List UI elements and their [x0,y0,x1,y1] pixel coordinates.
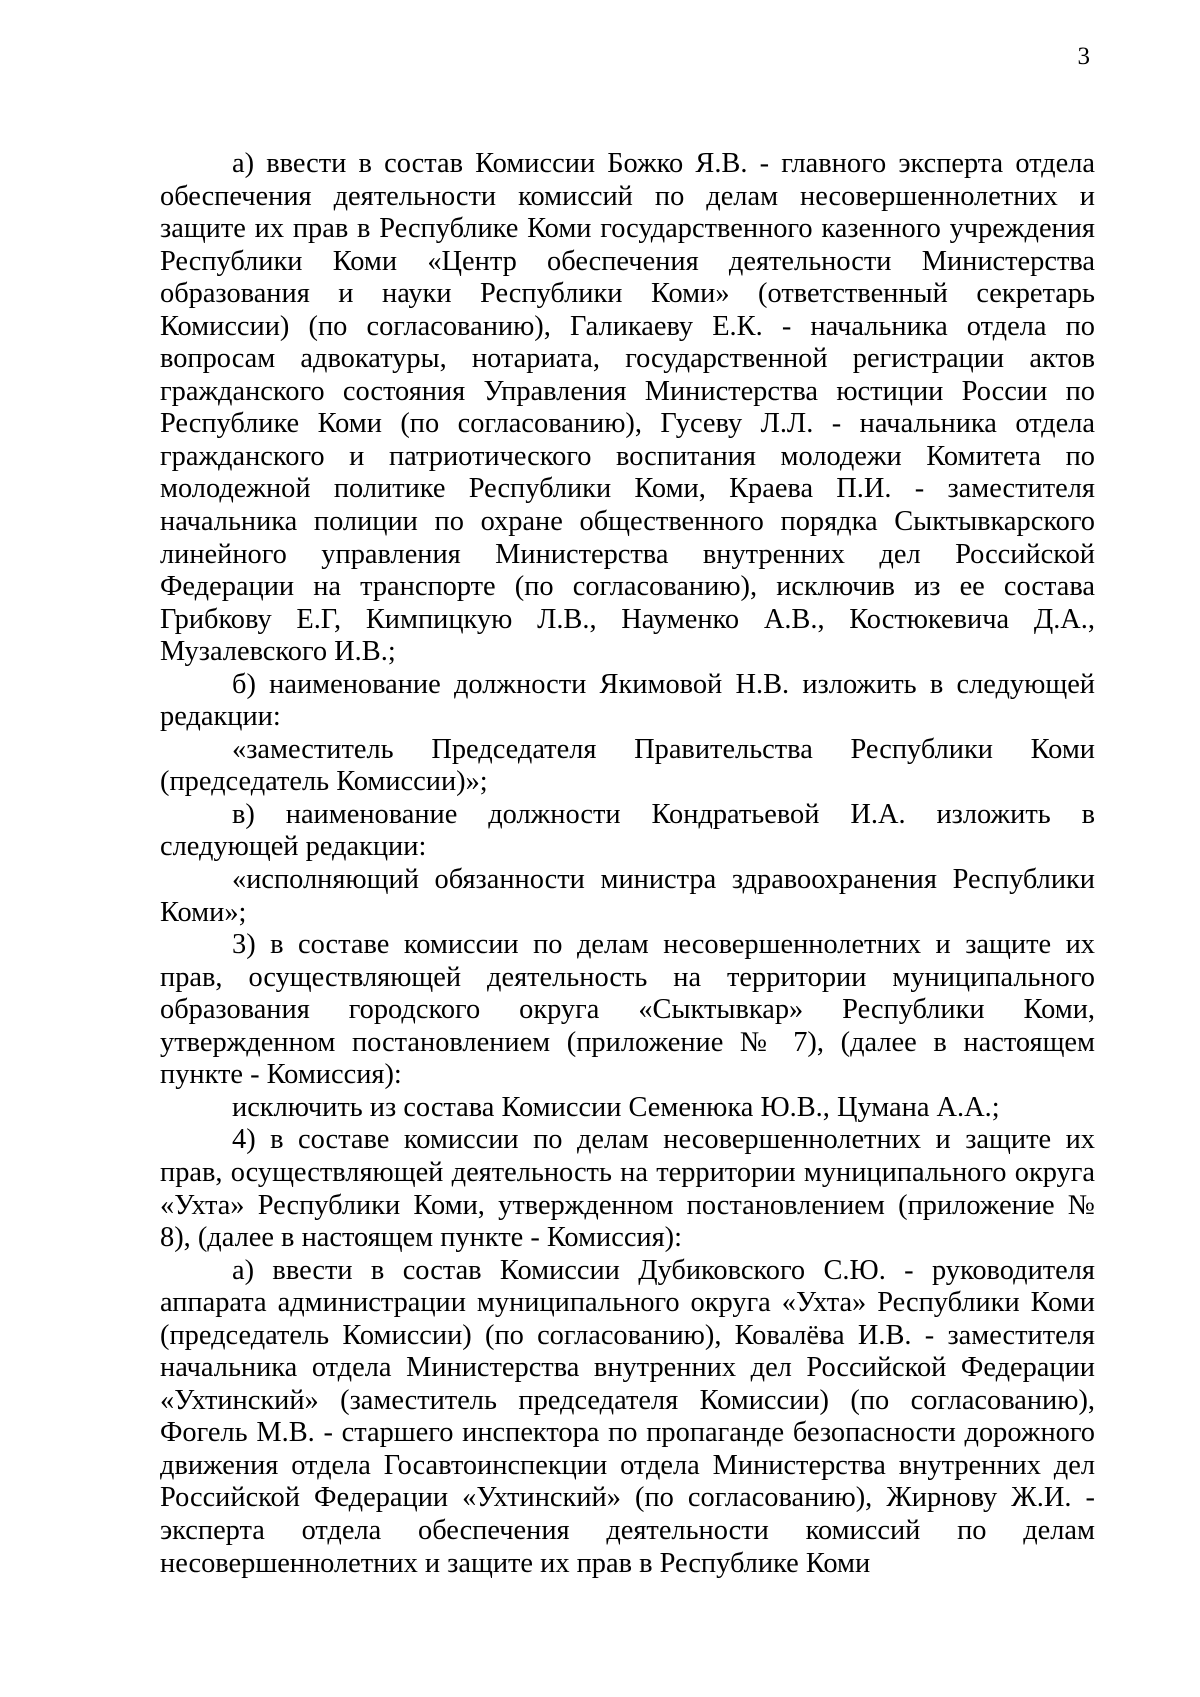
paragraph-4-ukhta-commission: 4) в составе комиссии по делам несовершеннолетних и защите их прав, осуществляющей деятельность на территории муниципального округа «Ухта» Республики Коми, утвержденном постановлением (приложение № 8), (далее в настоящем пункте - Комиссия): [160,1124,1095,1254]
paragraph-1a-composition-changes: а) ввести в состав Комиссии Божко Я.В. - главного эксперта отдела обеспечения деятельности комиссий по делам несовершеннолетних и защите их прав в Республике Коми государственного казенного учреждения Республики Коми «Центр обеспечения деятельности Министерства образования и науки Республики Коми» (ответственный секретарь Комиссии) (по согласованию), Галикаеву Е.К. - начальника отдела по вопросам адвокатуры, нотариата, государственной регистрации актов гражданского состояния Управления Министерства юстиции России по Республике Коми (по согласованию), Гусеву Л.Л. - начальника отдела гражданского и патриотического воспитания молодежи Комитета по молодежной политике Республики Коми, Краева П.И. - заместителя начальника полиции по охране общественного порядка Сыктывкарского линейного управления Министерства внутренних дел Российской Федерации на транспорте (по согласованию), исключив из ее состава Грибкову Е.Г, Кимпицкую Л.В., Науменко А.В., Костюкевича Д.А., Музалевского И.В.; [160,148,1095,668]
paragraph-3-syktyvkar-commission: 3) в составе комиссии по делам несовершеннолетних и защите их прав, осуществляющей деятельность на территории муниципального образования городского округа «Сыктывкар» Республики Коми, утвержденном постановлением (приложение № 7), (далее в настоящем пункте - Комиссия): [160,929,1095,1091]
paragraph-1c-new-title: «исполняющий обязанности министра здравоохранения Республики Коми»; [160,864,1095,928]
paragraph-1b-position-change: б) наименование должности Якимовой Н.В. изложить в следующей редакции: [160,668,1095,733]
paragraph-3-exclusion: исключить из состава Комиссии Семенюка Ю.В., Цумана А.А.; [232,1091,1000,1123]
document-body [160,148,1095,1580]
page-number: 3 [1077,43,1090,70]
paragraph-4a-composition-changes: а) ввести в состав Комиссии Дубиковского С.Ю. - руководителя аппарата администрации муниципального округа «Ухта» Республики Коми (председатель Комиссии) (по согласованию), Ковалёва И.В. - заместителя начальника отдела Министерства внутренних дел Российской Федерации «Ухтинский» (заместитель председателя Комиссии) (по согласованию), Фогель М.В. - старшего инспектора по пропаганде безопасности дорожного движения отдела Госавтоинспекции отдела Министерства внутренних дел Российской Федерации «Ухтинский» (по согласованию), Жирнову Ж.И. - эксперта отдела обеспечения деятельности комиссий по делам несовершеннолетних и защите их прав в Республике Коми [160,1254,1095,1579]
paragraph-1c-position-change: в) наименование должности Кондратьевой И.А. изложить в следующей редакции: [160,798,1095,863]
paragraph-1b-new-title: «заместитель Председателя Правительства Республики Коми (председатель Комиссии)»; [160,733,1095,798]
